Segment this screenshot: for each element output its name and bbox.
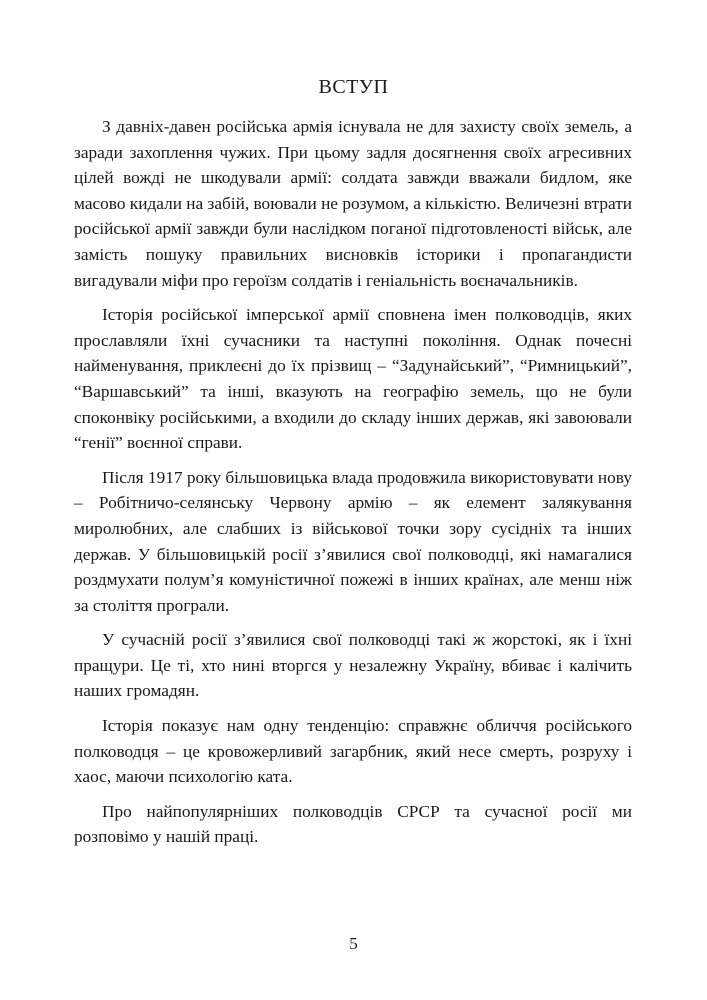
paragraph-4: У сучасній росії з’явилися свої полководці такі ж жорстокі, як і їхні пращури. Це ті, хто нині вторгся у незалежну Україну, вбиває і калічить наших громадян. xyxy=(74,630,632,701)
paragraph-6: Про найпопулярніших полководців СРСР та сучасної росії ми розповімо у нашій праці. xyxy=(74,801,632,847)
paragraph-5: Історія показує нам одну тенденцію: справжнє обличчя російського полководця – це кровожерливий загарбник, який несе смерть, розруху і хаос, маючи психологію ката. xyxy=(74,716,632,787)
paragraph-3: Після 1917 року більшовицька влада продовжила використовувати нову – Робітничо-селянську Червону армію – як елемент залякування миролюбних, але слабших із військової точки зору сусідніх та інших держав. У більшовицькій росії з’явилися свої полководці, які намагалися роздмухати полум’я комуністичної пожежі в інших країнах, але менш ніж за століття програли. xyxy=(74,467,632,615)
page-number: 5 xyxy=(349,934,358,953)
page-title: ВСТУП xyxy=(318,76,389,98)
body-text xyxy=(74,114,632,859)
paragraph-1: З давніх-давен російська армія існувала не для захисту своїх земель, а заради захоплення чужих. При цьому задля досягнення своїх агресивних цілей вожді не шкодували армії: солдата завжди вважали бидлом, яке масово кидали на забій, воювали не розумом, а кількістю. Величезні втрати російської армії завжди були наслідком поганої підготовленості військ, але замість пошуку правильних висновків історики і пропагандисти вигадували міфи про героїзм солдатів і геніальність воєначальників. xyxy=(74,117,632,290)
paragraph-2: Історія російської імперської армії сповнена імен полководців, яких прославляли їхні сучасники та наступні покоління. Однак почесні найменування, приклеєні до їх прізвищ – “Задунайський”, “Римницький”, “Варшавський” та інші, вказують на географію земель, що не були споконвіку російськими, а входили до складу інших держав, які завоювали “генії” воєнної справи. xyxy=(74,305,632,453)
